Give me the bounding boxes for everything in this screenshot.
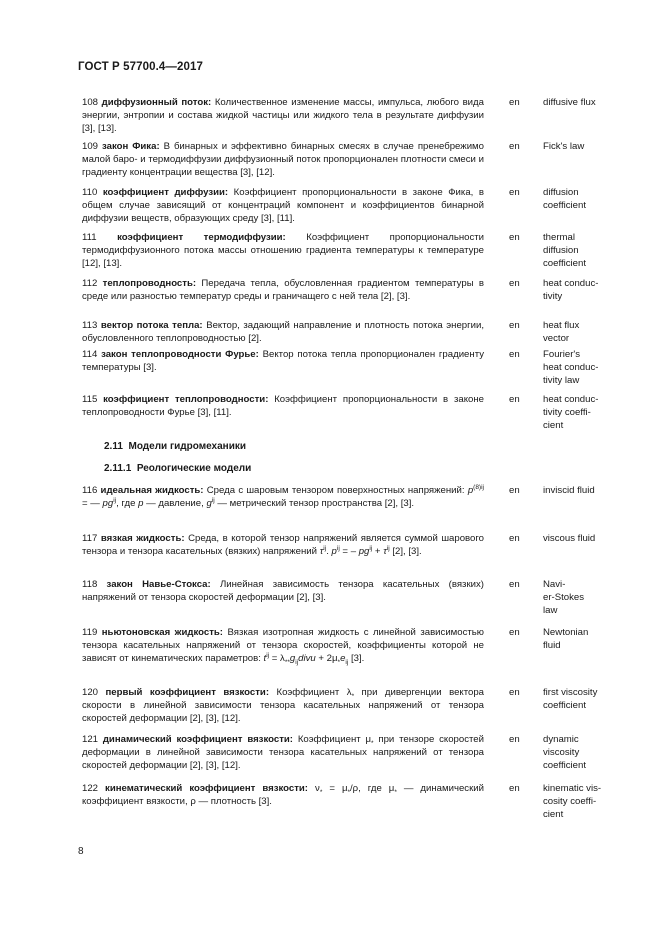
term-definition: 119 ньютоновская жидкость: Вязкая изотропная жидкость с линейной зависимостью тензора касательных напряжений от тензора скоростей, коэффициенты которой не зависят от кинематических параметров: $t^{ij}$ = $\lambda_{**}g_{ij}divu + 2\mu_*e_{ij}$ [3]. [82,627,484,666]
term-description: Передача тепла, обусловленная градиентом температуры в среде или разностью температур среды и граничащего с ней тела [2], [3]. [82,278,485,302]
term-name: вязкая жидкость: [100,533,185,544]
english-equivalent: dynamic viscosity coefficient [543,734,587,771]
term-name: кинематический коэффициент вязкости: [105,783,309,794]
language-code: en [509,627,520,638]
language-code: en [509,687,520,698]
term-number: 120 [82,687,99,698]
term-number: 109 [82,141,99,152]
term-definition [82,394,484,420]
term-definition [82,579,484,605]
term-name: диффузионный поток: [101,97,212,108]
term-number: 110 [82,187,98,198]
term-definition [82,349,484,375]
term-name: вектор потока тепла: [100,320,203,331]
term-number: 113 [82,320,98,331]
term-number: 117 [82,533,98,544]
term-name: коэффициент термодиффузии: [117,232,286,243]
language-code: en [509,394,520,405]
term-name: динамический коэффициент вязкости: [102,734,293,745]
term-definition [82,97,484,135]
term-number: 112 [82,278,98,289]
term-name: ньютоновская жидкость: [101,627,223,638]
term-description: В бинарных и эффективно бинарных смесях в случае пренебрежимо малой баро- и термодиффузии диффузионный поток пропорционален плотности смеси и градиенту концентрации вещества [3], [12]. [82,141,484,178]
language-code: en [509,320,520,331]
term-name: закон Навье-Стокса: [106,579,211,590]
language-code: en [509,349,520,360]
term-definition: 121 динамический коэффициент вязкости: Коэффициент $\mu_*$ при тензоре скоростей деформации в линейной зависимости тензора касательных напряжений от тензора скоростей деформации [2], [3], [12]. [82,734,485,771]
english-equivalent: heat conduc- tivity coeffi- cient [543,394,599,431]
term-description: Количественное изменение массы, импульса, любого вида энергии, энтропии и состава жидкой частицы или жидкого тела в результате диффузии [3], [13]. [82,97,484,134]
language-code: en [509,141,520,152]
english-equivalent: thermal diffusion coefficient [543,232,587,269]
term-number: 119 [82,627,98,638]
english-equivalent: diffusive flux [543,97,596,108]
language-code: en [509,579,520,590]
term-name: коэффициент теплопроводности: [103,394,269,405]
language-code: en [509,734,520,745]
term-definition [82,232,484,270]
english-equivalent: inviscid fluid [543,485,595,496]
term-number: 116 [82,485,98,496]
term-number: 115 [82,394,98,405]
term-description: Линейная зависимость тензора касательных (вязких) напряжений от тензора скоростей деформации [2], [3]. [82,579,484,603]
term-definition: 120 первый коэффициент вязкости: Коэффициент $\lambda_*$ при дивергенции вектора скорости в линейной зависимости тензора касательных напряжений от тензора скоростей деформации [2], [3], [12]. [82,687,485,724]
term-definition: 117 вязкая жидкость: Среда, в которой тензор напряжений является суммой шарового тензора и тензора касательных (вязких) напряжений $\tau^{ij}$. $p^{ij}$ = – $pg^{ij} + \tau^{ij}$ [2], [3]. [82,533,484,557]
language-code: en [509,232,520,243]
term-number: 121 [82,734,99,745]
term-number: 108 [82,97,99,108]
document-header: ГОСТ Р 57700.4—2017 [78,61,203,73]
language-code: en [509,783,520,794]
page-number: 8 [78,846,84,857]
english-equivalent: Navi- er-Stokes law [543,579,585,616]
term-name: идеальная жидкость: [100,485,204,496]
language-code: en [509,187,520,198]
english-equivalent: heat conduc- tivity [543,278,599,302]
section-heading-2-11: 2.11 Модели гидромеханики [104,441,247,452]
term-number: 111 [82,232,97,243]
english-equivalent: viscous fluid [543,533,596,544]
term-definition [82,320,484,346]
term-name: закон теплопроводности Фурье: [101,349,259,360]
english-equivalent: heat flux vector [543,320,580,344]
term-number: 122 [82,783,99,794]
term-definition [82,278,484,304]
language-code: en [509,533,520,544]
term-name: теплопроводность: [102,278,197,289]
language-code: en [509,485,520,496]
term-description: Коэффициент пропорциональности в законе теплопроводности Фурье [3], [11]. [82,394,484,418]
term-definition [82,187,484,225]
term-definition: 116 идеальная жидкость: Среда с шаровым тензором поверхностных напряжений: $p^{(8)ij}$ = — $pg^{ij}$, где p — давление, $g^{ij}$ — метрический тензор пространства [2], [3]. [82,483,484,509]
english-equivalent: Newtonian fluid [543,627,589,651]
term-number: 114 [82,349,98,360]
term-name: коэффициент диффузии: [102,187,229,198]
language-code: en [509,97,520,108]
term-name: закон Фика: [101,141,160,152]
term-description: Вектор, задающий направление и плотность потока энергии, обусловленного теплопроводностью [2]. [82,320,484,344]
term-description: Вектор потока тепла пропорционален градиенту температуры [3]. [82,349,484,373]
english-equivalent: diffusion coefficient [543,187,587,211]
english-equivalent: Fourier's heat conduc- tivity law [543,349,599,386]
english-equivalent: kinematic vis- cosity coeffi- cient [543,783,602,820]
term-description: Коэффициент пропорциональности термодиффузионного потока массы отношению градиента температуры к температуре [12], [13]. [82,232,484,269]
term-number: 118 [82,579,98,590]
language-code: en [509,278,520,289]
term-definition: 122 кинематический коэффициент вязкости: $\nu_* = \mu_*/\rho$, где $\mu_*$ — динамический коэффициент вязкости, ρ — плотность [3]. [82,783,485,807]
term-name: первый коэффициент вязкости: [105,687,270,698]
english-equivalent: first viscosity coefficient [543,687,598,711]
term-definition [82,141,484,179]
english-equivalent: Fick's law [543,141,585,152]
term-description: Коэффициент пропорциональности в законе Фика, в общем случае зависящий от концентраций компонент и коэффициентов бинарной диффузии веществ, образующих среду [3], [11]. [82,187,484,224]
section-heading-2-11-1: 2.11.1 Реологические модели [104,463,252,474]
